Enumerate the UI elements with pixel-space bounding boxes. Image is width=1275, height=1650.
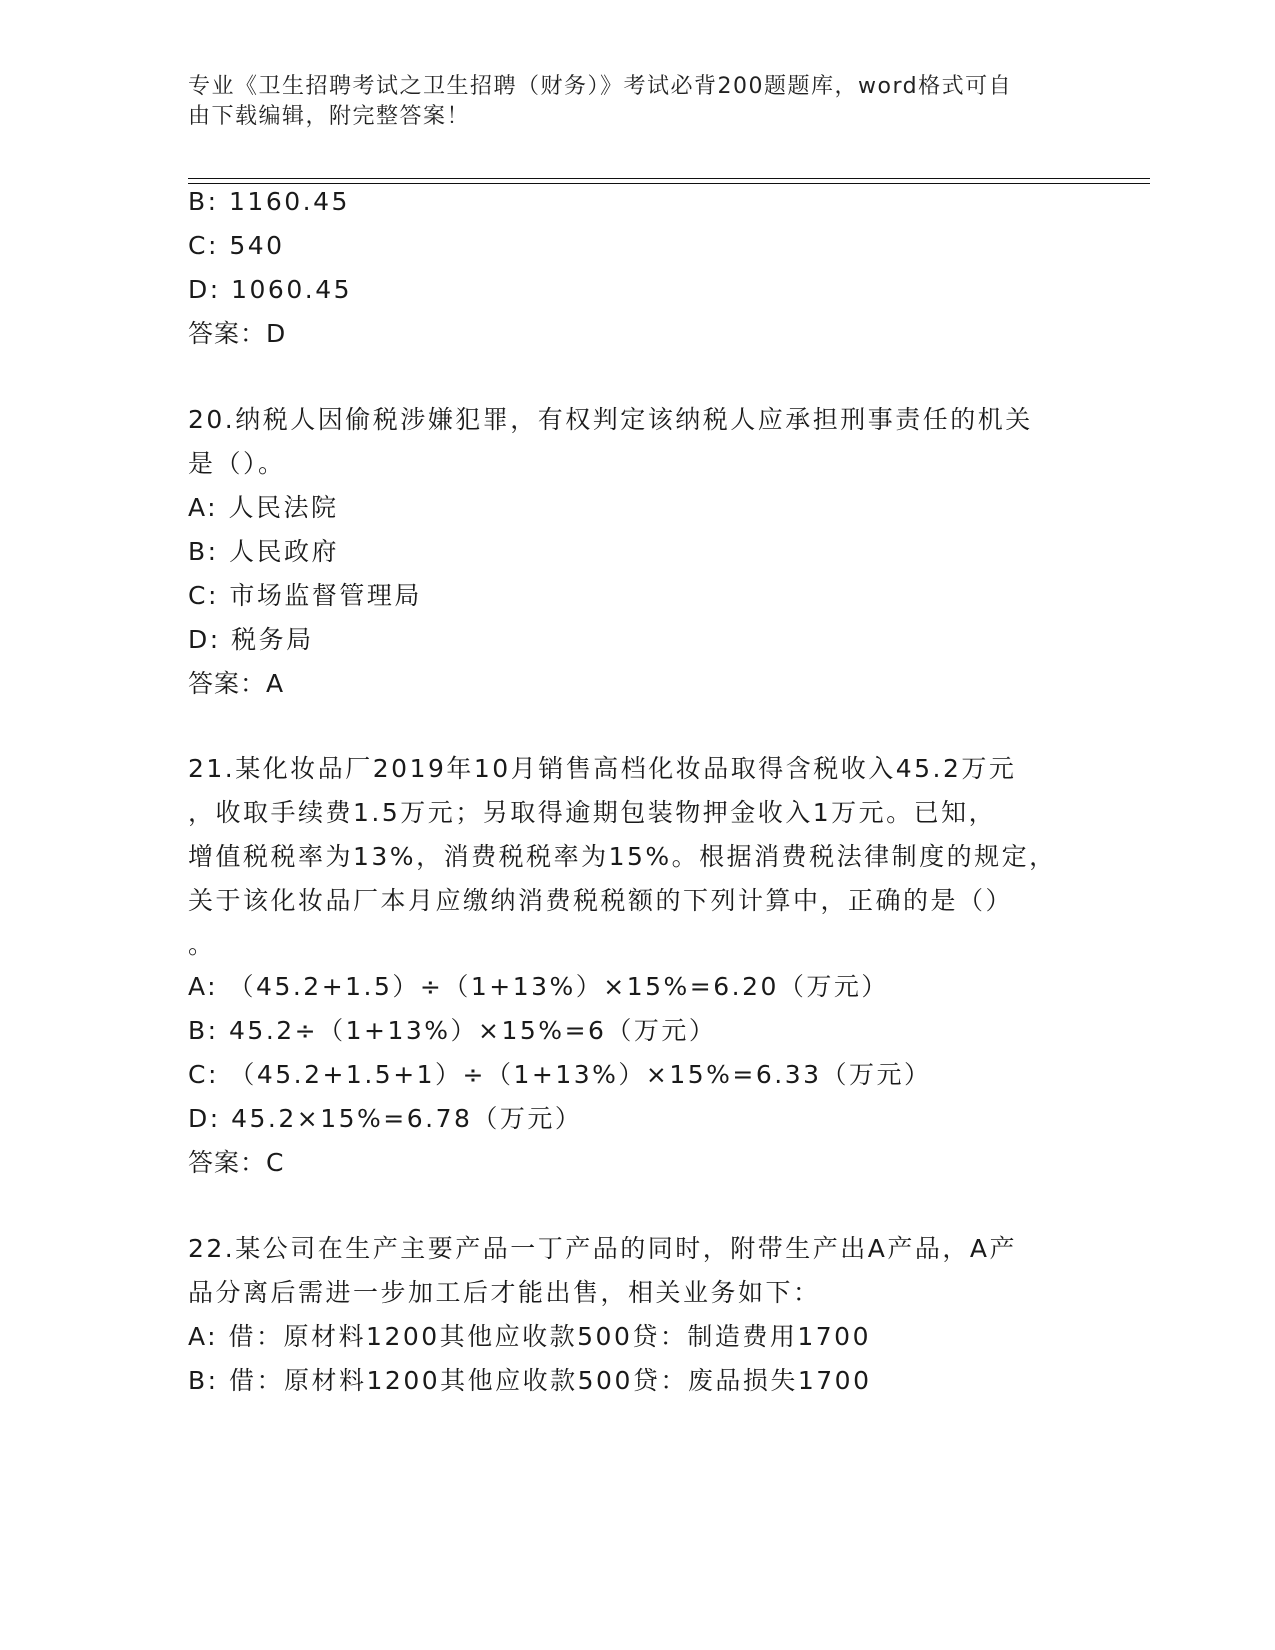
- header-divider-bottom: [188, 183, 1150, 184]
- q21-answer: 答案：C: [188, 1148, 285, 1177]
- q21-option-d: D: 45.2×15%=6.78（万元）: [188, 1104, 583, 1133]
- q20-stem-line-1: 20.纳税人因偷税涉嫌犯罪，有权判定该纳税人应承担刑事责任的机关: [188, 405, 1033, 434]
- q21-stem-line-4: 关于该化妆品厂本月应缴纳消费税税额的下列计算中，正确的是（）: [188, 886, 1014, 915]
- q22-option-a: A: 借：原材料1200其他应收款500贷：制造费用1700: [188, 1322, 871, 1351]
- q21-option-b: B: 45.2÷（1+13%）×15%=6（万元）: [188, 1016, 717, 1045]
- q22-option-b: B: 借：原材料1200其他应收款500贷：废品损失1700: [188, 1366, 872, 1395]
- q20-option-d: D: 税务局: [188, 625, 314, 654]
- header-line-2: 由下载编辑，附完整答案！: [188, 104, 471, 129]
- q21-stem-line-5: 。: [188, 930, 216, 959]
- q22-stem-line-1: 22.某公司在生产主要产品一丁产品的同时，附带生产出A产品，A产: [188, 1234, 1017, 1263]
- q20-stem-line-2: 是（）。: [188, 449, 286, 478]
- q21-option-c: C: （45.2+1.5+1）÷（1+13%）×15%=6.33（万元）: [188, 1060, 932, 1089]
- q19-option-c: C: 540: [188, 231, 285, 260]
- q19-option-b: B: 1160.45: [188, 187, 350, 216]
- q21-stem-line-1: 21.某化妆品厂2019年10月销售高档化妆品取得含税收入45.2万元: [188, 754, 1017, 783]
- q22-stem-line-2: 品分离后需进一步加工后才能出售，相关业务如下：: [188, 1278, 821, 1307]
- q20-answer: 答案：A: [188, 669, 285, 698]
- q20-option-a: A: 人民法院: [188, 493, 339, 522]
- q21-option-a: A: （45.2+1.5）÷（1+13%）×15%=6.20（万元）: [188, 972, 889, 1001]
- header-divider-top: [188, 178, 1150, 179]
- q21-stem-line-2: ，收取手续费1.5万元；另取得逾期包装物押金收入1万元。已知，: [188, 798, 997, 827]
- q19-answer: 答案：D: [188, 319, 287, 348]
- document-header: [188, 72, 1068, 132]
- header-line-1: 专业《卫生招聘考试之卫生招聘（财务）》考试必背200题题库，word格式可自: [188, 74, 1013, 99]
- q21-stem-line-3: 增值税税率为13%，消费税税率为15%。根据消费税法律制度的规定，: [188, 842, 1057, 871]
- q20-option-c: C: 市场监督管理局: [188, 581, 422, 610]
- q19-option-d: D: 1060.45: [188, 275, 353, 304]
- q20-option-b: B: 人民政府: [188, 537, 340, 566]
